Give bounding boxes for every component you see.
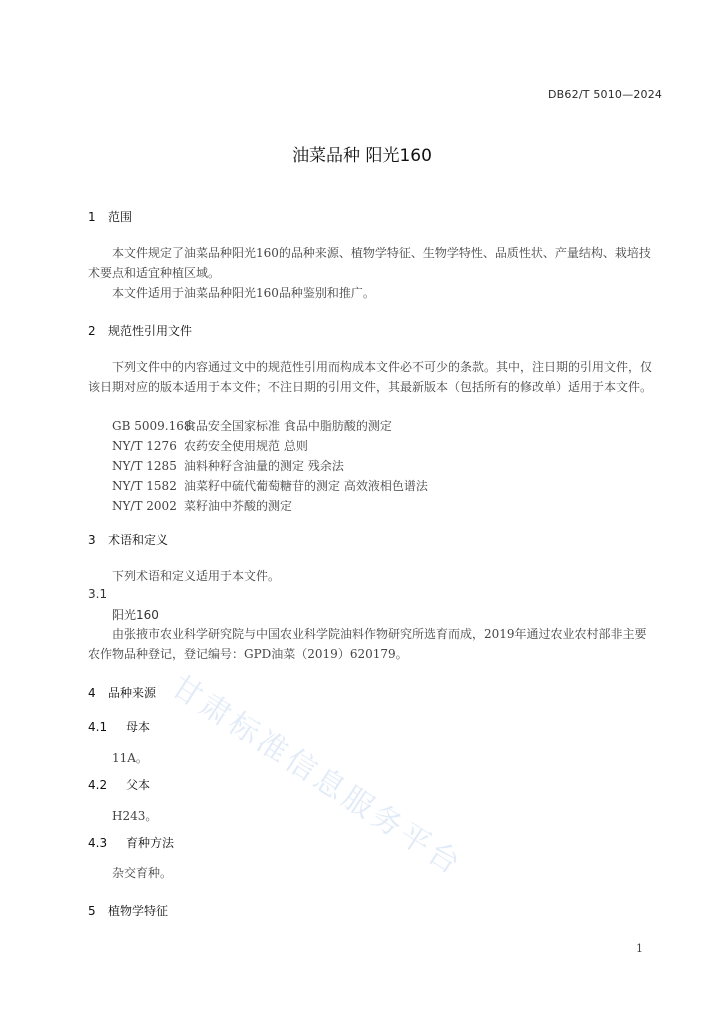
subsection-number: 4.3 — [88, 836, 108, 850]
female-parent-value: 11A。 — [112, 751, 148, 765]
reference-code: GB 5009.168 — [112, 419, 192, 433]
section-5-heading — [88, 902, 168, 919]
terms-intro-paragraph: 下列术语和定义适用于本文件。 — [112, 569, 281, 583]
reference-title: 油料种籽含油量的测定 残余法 — [184, 459, 344, 473]
reference-code: NY/T 2002 — [112, 499, 177, 513]
section-3-heading — [88, 531, 168, 548]
page-number: 1 — [636, 942, 643, 955]
section-title: 品种来源 — [108, 686, 157, 700]
subsection-number: 4.1 — [88, 720, 108, 734]
section-title: 术语和定义 — [108, 533, 169, 547]
section-number: 1 — [88, 210, 96, 224]
term-number: 3.1 — [88, 587, 108, 601]
reference-code: NY/T 1276 — [112, 439, 177, 453]
reference-item — [112, 456, 428, 476]
reference-title: 油菜籽中硫代葡萄糖苷的测定 高效液相色谱法 — [184, 479, 428, 493]
section-number: 5 — [88, 904, 96, 918]
scope-paragraph-2: 本文件适用于油菜品种阳光160品种鉴别和推广。 — [112, 286, 375, 300]
subsection-4-1-heading — [88, 718, 150, 735]
section-number: 2 — [88, 324, 96, 338]
subsection-title: 父本 — [126, 778, 151, 792]
section-number: 3 — [88, 533, 96, 547]
reference-item — [112, 416, 428, 436]
male-parent-value: H243。 — [112, 809, 158, 823]
reference-list — [112, 416, 428, 516]
section-4-heading — [88, 684, 156, 701]
references-intro-paragraph: 下列文件中的内容通过文中的规范性引用而构成本文件必不可少的条款。其中，注日期的引用文件，仅该日期对应的版本适用于本文件；不注日期的引用文件，其最新版本（包括所有的修改单）适用于本文件。 — [88, 360, 653, 394]
document-code: DB62/T 5010—2024 — [548, 88, 663, 101]
term-name: 阳光160 — [112, 608, 159, 622]
subsection-title: 育种方法 — [126, 836, 175, 850]
term-definition: 由张掖市农业科学研究院与中国农业科学院油料作物研究所选育而成，2019年通过农业农村部非主要农作物品种登记，登记编号：GPD油菜（2019）620179。 — [88, 627, 647, 661]
subsection-number: 4.2 — [88, 778, 108, 792]
reference-title: 食品安全国家标准 食品中脂肪酸的测定 — [184, 419, 392, 433]
section-1-heading — [88, 208, 132, 225]
document-title: 油菜品种 阳光160 — [292, 146, 432, 166]
reference-code: NY/T 1582 — [112, 479, 177, 493]
reference-title: 菜籽油中芥酸的测定 — [184, 499, 293, 513]
reference-item — [112, 436, 428, 456]
section-title: 植物学特征 — [108, 904, 169, 918]
subsection-title: 母本 — [126, 720, 151, 734]
section-title: 范围 — [108, 210, 133, 224]
subsection-4-2-heading — [88, 776, 150, 793]
section-number: 4 — [88, 686, 96, 700]
breeding-method-value: 杂交育种。 — [112, 866, 173, 880]
scope-paragraph-1: 本文件规定了油菜品种阳光160的品种来源、植物学特征、生物学特性、品质性状、产量结构、栽培技术要点和适宜种植区域。 — [88, 246, 651, 280]
reference-item — [112, 476, 428, 496]
section-title: 规范性引用文件 — [108, 324, 193, 338]
reference-item — [112, 496, 428, 516]
section-2-heading — [88, 322, 192, 339]
reference-code: NY/T 1285 — [112, 459, 177, 473]
reference-title: 农药安全使用规范 总则 — [184, 439, 308, 453]
watermark: 甘肃标准信息服务平台 — [164, 668, 469, 884]
subsection-4-3-heading — [88, 834, 174, 851]
